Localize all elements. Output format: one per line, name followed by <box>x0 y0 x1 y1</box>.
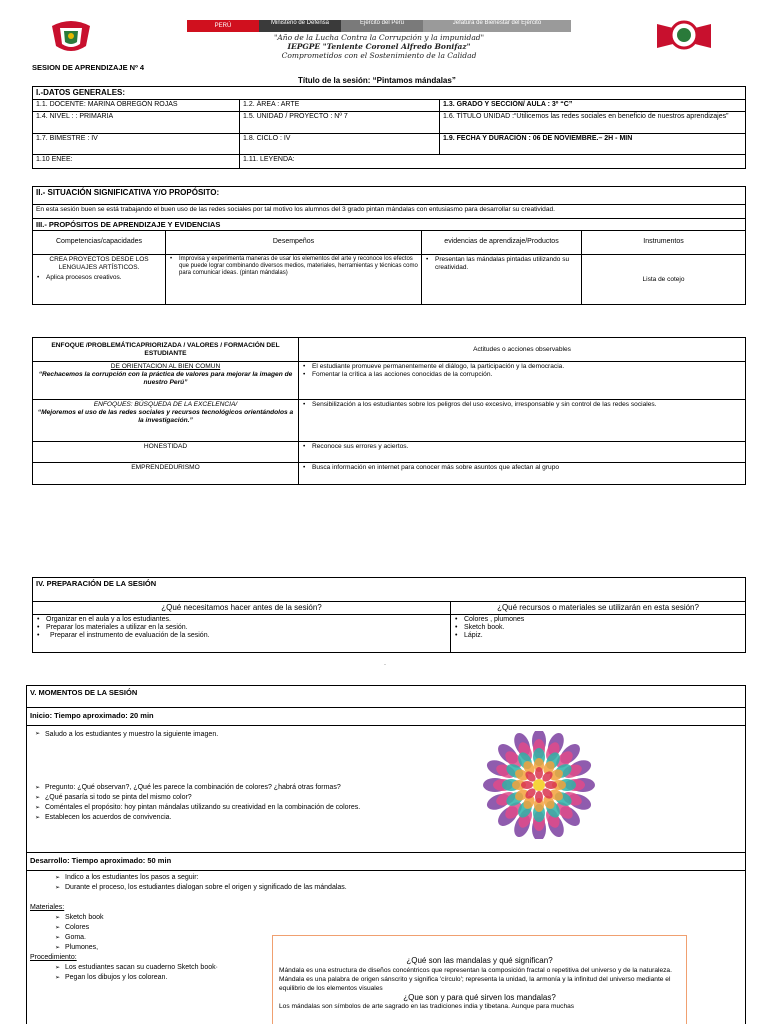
before-item: • Preparar el instrumento de evaluación de la sesión. <box>36 632 447 640</box>
legend-field: 1.11. LEYENDA: <box>240 154 746 168</box>
banner-army: Ejército del Perú <box>341 20 423 32</box>
institution-banner <box>187 20 571 32</box>
bimester-field: 1.7. BIMESTRE : IV <box>33 133 240 154</box>
motto <box>187 33 571 60</box>
material-item: ➢ Colores <box>55 923 745 933</box>
resources-question: ¿Qué recursos o materiales se utilizarán en esta sesión? <box>451 602 746 615</box>
approach-title: ENFOQUES: BÚSQUEDA DE LA EXCELENCIA/ <box>93 401 238 408</box>
col-instruments: Instrumentos <box>582 231 746 255</box>
col-evidence: evidencias de aprendizaje/Productos <box>422 231 582 255</box>
action-item: • Reconoce sus errores y aciertos. <box>302 443 742 451</box>
mandala-petal <box>535 791 543 803</box>
material-item: ➢ Sketch book <box>55 913 745 923</box>
date-field: 1.9. FECHA Y DURACIÓN : 06 DE NOVIEMBRE.– 2H - MIN <box>440 133 746 154</box>
shield-logo-right <box>655 18 713 52</box>
before-list <box>33 614 451 652</box>
motto-year: "Año de la Lucha Contra la Corrupción y la impunidad" <box>273 33 485 42</box>
info-title: ¿Qué son las mandalas y qué significan? <box>406 956 553 965</box>
banner-peru: PERÚ <box>187 20 259 32</box>
banner-welfare: Jefatura de Bienestar del Ejército <box>423 20 571 32</box>
page-dot: · <box>384 662 386 668</box>
approach-col-header: ENFOQUE /PROBLEMÁTICAPRIORIZADA / VALORES / FORMACIÓN DEL ESTUDIANTE <box>33 338 299 362</box>
motto-quality: Comprometidos con el Sostenimiento de la Calidad <box>281 51 477 60</box>
session-title: Título de la sesión: “Pintamos mándalas” <box>298 76 456 85</box>
banner-ministry: Ministerio de Defensa <box>259 20 341 32</box>
info-title-2: ¿Que son y para qué sirven los mandalas? <box>403 992 556 1002</box>
actions-cell <box>299 400 746 442</box>
mandala-petal <box>545 781 557 789</box>
col-performance: Desempeños <box>166 231 422 255</box>
mandala-center <box>533 779 545 791</box>
material-item: ➢ Goma. <box>55 933 745 943</box>
actions-cell <box>299 362 746 400</box>
actions-cell <box>299 442 746 463</box>
approaches-section <box>32 337 746 485</box>
start-item: ➢ Coméntales el propósito: hoy pintan mándalas utilizando su creatividad en la combinación de colores. <box>35 803 455 813</box>
materials-label: Materiales: <box>30 904 65 911</box>
general-heading: I.-DATOS GENERALES: <box>33 87 746 100</box>
procedure-item: ➢ Los estudiantes sacan su cuaderno Sketch book· <box>55 963 745 973</box>
action-item: • El estudiante promueve permanentemente el diálogo, la participación y la democracia. <box>302 363 742 371</box>
evidence-cell <box>422 255 582 305</box>
info-text-2: Los mándalas son símbolos de arte sagrado en las tradiciones india y tibetana. Aunque para muchas <box>279 1003 575 1011</box>
procedure-item: ➢ Pegan los dibujos y los colorean. <box>55 973 745 983</box>
grade-field: 1.3. GRADO Y SECCIÓN/ AULA : 3º “C” <box>440 99 746 111</box>
competence-text: CREA PROYECTOS DESDE LOS LENGUAJES ARTÍSTICOS. <box>49 256 149 271</box>
dev-item: ➢ Durante el proceso, los estudiantes dialogan sobre el origen y significado de las mándalas. <box>55 883 745 893</box>
moments-heading: V. MOMENTOS DE LA SESIÓN <box>27 686 745 708</box>
motto-school: IEPGPE "Teniente Coronel Alfredo Bonifaz" <box>287 42 471 51</box>
actions-cell <box>299 463 746 485</box>
start-item: ➢ Pregunto: ¿Qué observan?, ¿Qué les parece la combinación de colores? ¿habrá otras formas? <box>35 783 455 793</box>
start-heading: Inicio: Tiempo aproximado: 20 min <box>27 708 745 726</box>
level-field: 1.4. NIVEL : : PRIMARIA <box>33 111 240 133</box>
resource-item: • Sketch book. <box>454 624 742 632</box>
situation-section <box>32 186 746 305</box>
situation-text: En esta sesión buen se está trabajando el buen uso de las redes sociales por tal motivo los alumnos del 3 grado pintan mándalas con entusiasmo para desarrollar su creatividad. <box>33 205 746 219</box>
mandala-image <box>464 731 614 839</box>
approach-title: DE ORIENTACION AL BIEN COMUN <box>110 363 221 370</box>
start-item: ➢ ¿Qué pasaría si todo se pinta del mismo color? <box>35 793 455 803</box>
evidence-text: • Presentan las mándalas pintadas utilizando su creatividad. <box>425 256 578 272</box>
col-competences: Competencias/capacidades <box>33 231 166 255</box>
approach-title: EMPRENDEDURISMO <box>33 463 299 485</box>
before-question: ¿Qué necesitamos hacer antes de la sesión? <box>33 602 451 615</box>
start-item: ➢ Saludo a los estudiantes y muestro la siguiente imagen. <box>35 731 218 739</box>
unit-title-field: 1.6. TÍTULO UNIDAD :“Utilicemos las redes sociales en beneficio de nuestros aprendizajes” <box>440 111 746 133</box>
actions-col-header: Actitudes o acciones observables <box>299 338 746 362</box>
situation-heading: II.- SITUACIÓN SIGNIFICATIVA Y/O PROPÓSITO: <box>33 187 746 205</box>
before-item: • Preparar los materiales a utilizar en la sesión. <box>36 624 447 632</box>
mandala-info-box <box>272 935 687 1024</box>
teacher-field: 1.1. DOCENTE: MARINA OBREGÓN ROJAS <box>33 99 240 111</box>
performance-cell <box>166 255 422 305</box>
resource-item: • Colores , plumones <box>454 616 742 624</box>
approach-row <box>33 400 299 442</box>
approach-title: HONESTIDAD <box>33 442 299 463</box>
competence-cell <box>33 255 166 305</box>
area-field: 1.2. ÁREA : ARTE <box>240 99 440 111</box>
preparation-heading: IV. PREPARACIÓN DE LA SESIÓN <box>33 578 746 602</box>
cycle-field: 1.8. CICLO : IV <box>240 133 440 154</box>
material-item: ➢ Plumones, <box>55 943 745 953</box>
mandala-petal <box>521 781 533 789</box>
mandala-petal <box>535 767 543 779</box>
action-item: • Sensibilización a los estudiantes sobre los peligros del uso excesivo, irresponsable y sin control de las redes sociales. <box>302 401 742 409</box>
resources-list <box>451 614 746 652</box>
approach-quote: “Mejoremos el uso de las redes sociales y recursos tecnológicos orientándolos a la investigación.” <box>37 408 294 424</box>
performance-text: • Improvisa y experimenta maneras de usar los elementos del arte y reconoce los efectos que puede lograr combinando diversos medios, materiales, herramientas y técnicas como para comunicar ideas. (pintan mándalas) <box>169 256 418 278</box>
purposes-heading: III.- PROPÓSITOS DE APRENDIZAJE Y EVIDENCIAS <box>33 219 746 231</box>
dev-item: ➢ Indico a los estudiantes los pasos a seguir: <box>55 873 745 883</box>
preparation-section <box>32 577 746 653</box>
resource-item: • Lápiz. <box>454 632 742 640</box>
capacity-text: • Aplica procesos creativos. <box>36 274 162 282</box>
general-data-section <box>32 86 746 169</box>
unit-field: 1.5. UNIDAD / PROYECTO : Nº 7 <box>240 111 440 133</box>
instrument-text: Lista de cotejo <box>582 255 746 305</box>
procedure-label: Procedimiento: <box>30 954 77 961</box>
action-item: • Fomentar la crítica a las acciones conocidas de la corrupción. <box>302 371 742 379</box>
approach-row <box>33 362 299 400</box>
shield-logo-left <box>48 16 94 56</box>
start-item: ➢ Establecen los acuerdos de convivencia. <box>35 813 455 823</box>
dev-heading: Desarrollo: Tiempo aproximado: 50 min <box>27 853 745 871</box>
before-item: • Organizar en el aula y a los estudiantes. <box>36 616 447 624</box>
info-text: Mándala es una estructura de diseños concéntricos que representan la composición fractal o repetitiva del universo y de la naturaleza. Mándala es una palabra de origen sánscrito y significa 'círculo'; representa la unidad, la armonía y la infinitud del universo mediante el equilibrio de los elementos visuales <box>279 966 672 992</box>
start-body <box>27 726 745 853</box>
approach-quote: “Rechacemos la corrupción con la práctica de valores para mejorar la imagen de nuestro Perú” <box>38 370 293 386</box>
enee-field: 1.10 ENEE: <box>33 154 240 168</box>
session-number: SESION DE APRENDIZAJE Nº 4 <box>32 63 145 72</box>
action-item: • Busca información en internet para conocer más sobre asuntos que afectan al grupo <box>302 464 742 472</box>
